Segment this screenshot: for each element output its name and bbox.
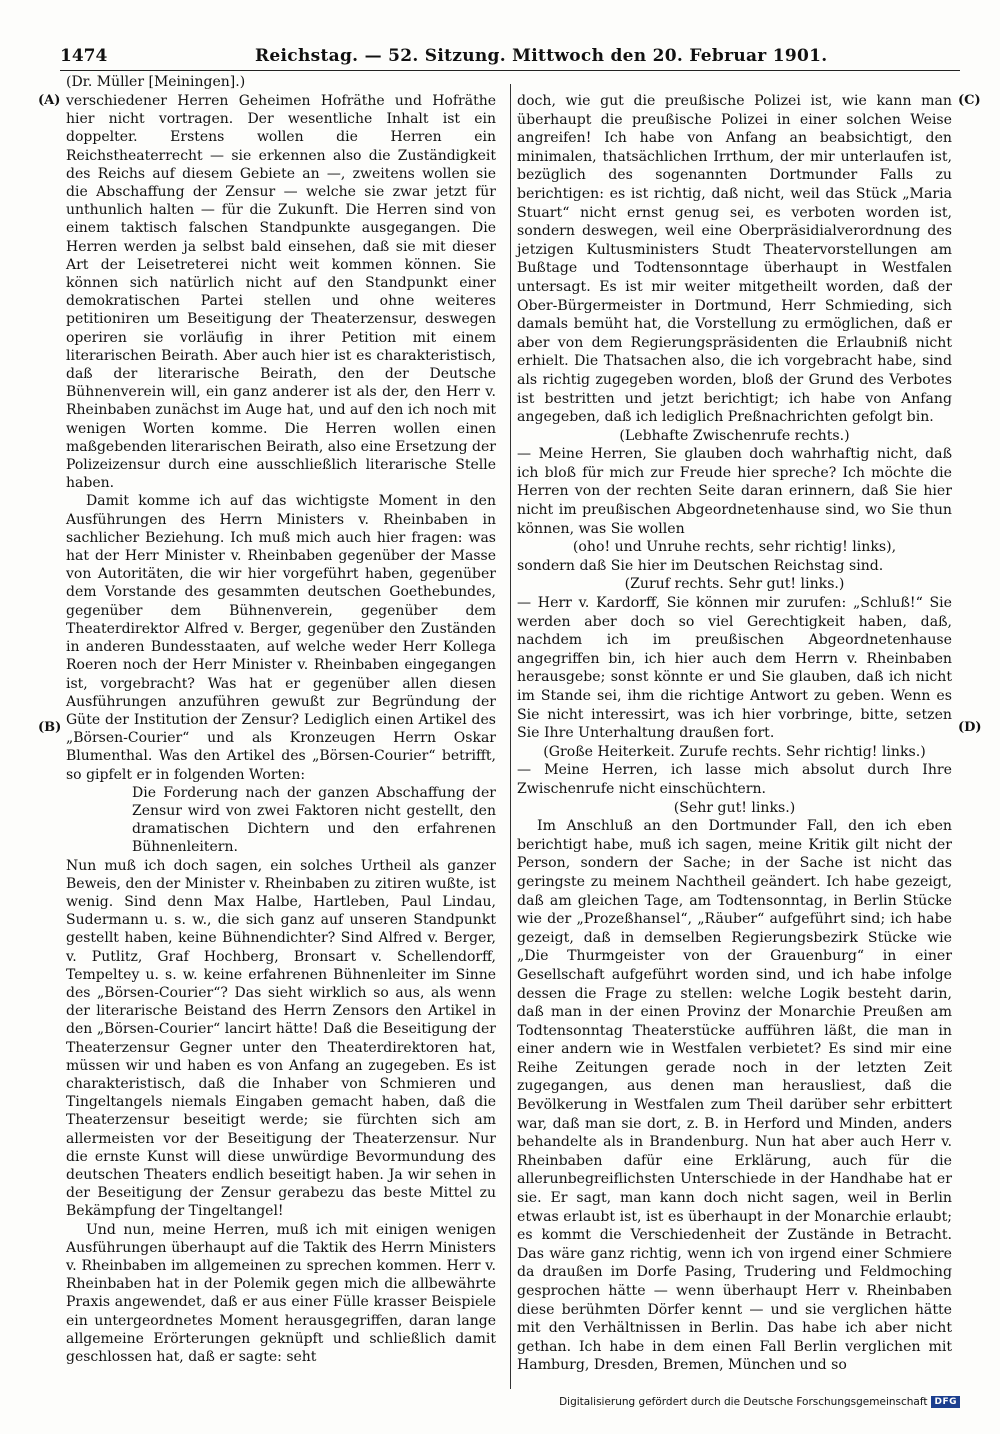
footer-credit: Digitalisierung gefördert durch die Deutsche Forschungsgemeinschaft bbox=[559, 1396, 928, 1408]
paragraph: (Lebhafte Zwischenrufe rechts.) bbox=[619, 427, 850, 444]
left-column bbox=[66, 92, 496, 1366]
margin-marker-b: (B) bbox=[38, 720, 62, 735]
column-divider bbox=[510, 84, 511, 1389]
paragraph: doch, wie gut die preußische Polizei ist, wie kann man überhaupt die preußische Polizei in einer solchen Weise angreifen! Ich habe von Anfang an beabsichtigt, den minimalen, thatsächlichen Irrthum, der mir unterlaufen ist, bezüglich des sogenannten Dortmunder Falls zu berichtigen: es ist richtig, daß nicht, weil das Stück „Maria Stuart“ nicht ernst genug sei, es verboten worden ist, sondern deswegen, weil eine Oberpräsidialverordnung des jetzigen Kultusministers Studt Theatervorstellungen am Bußtage und Todtensonntage überhaupt in Westfalen untersagt. Es ist mir weiter mitgetheilt worden, daß der Ober-Bürgermeister in Dortmund, Herr Schmieding, sich damals bemüht hat, die Vorstellung zu ermöglichen, daß er aber von dem Regierungspräsidenten die Erlaubniß nicht erhielt. Die Thatsachen also, die ich vorgebracht habe, sind als richtig zugegeben worden, bloß der Grund des Verbotes ist bestritten und jetzt berichtigt; ich habe von Anfang angegeben, daß ich lediglich Preßnachrichten gefolgt bin. bbox=[517, 93, 952, 426]
paragraph: (Sehr gut! links.) bbox=[673, 799, 796, 816]
paragraph: Und nun, meine Herren, muß ich mit einigen wenigen Ausführungen überhaupt auf die Taktik des Herrn Ministers v. Rheinbaben im allgemeinen zu sprechen kommen. Herr v. Rheinbaben hat in der Polemik gegen mich die allbewährte Praxis angewendet, daß er aus einer Fülle krasser Beispiele ein untergeordnetes Moment herausgegriffen, daran lange allgemeine Erörterungen geknüpft und schließlich damit geschlossen hat, daß er sagte: seht bbox=[66, 1221, 496, 1366]
paragraph: (Zuruf rechts. Sehr gut! links.) bbox=[624, 576, 845, 593]
paragraph: Nun muß ich doch sagen, ein solches Urtheil als ganzer Beweis, den der Minister v. Rheinbaben zu zitiren wußte, ist wenig. Sind denn Max Halbe, Hartleben, Paul Lindau, Sudermann u. s. w., die sich ganz auf unseren Standpunkt gestellt haben, keine Bühnendichter? Sind Alfred v. Berger, v. Putlitz, Graf Hochberg, Bronsart v. Schellendorff, Tempeltey u. s. w. keine erfahrenen Bühnenleiter im Sinne des „Börsen-Courier“? Das sieht wirklich so aus, als wenn der literarische Beistand des Herrn Zensors den Artikel in den „Börsen-Courier“ lancirt hätte! Daß die Beseitigung der Theaterzensur Gegner unter den Theaterdirektoren hat, müssen wir und haben es von Anfang an zugegeben. Es ist charakteristisch, daß die Inhaber von Schmieren und Tingeltangels niemals Eingaben gemacht haben, daß die Theaterzensur beseitigt werde; sie fürchten sich am allermeisten vor der Beseitigung der Theaterzensur. Nur die ernste Kunst will diese unwürdige Bevormundung des deutschen Theaters endlich beseitigt haben. Ja wir sehen in der Beseitigung der Zensur gerabezu das beste Mittel zu Bekämpfung der Tingeltangel! bbox=[66, 857, 496, 1220]
margin-marker-c: (C) bbox=[958, 93, 981, 108]
page-number: 1474 bbox=[60, 46, 108, 66]
right-column bbox=[517, 92, 952, 1375]
paragraph: — Meine Herren, ich lasse mich absolut durch Ihre Zwischenrufe nicht einschüchtern. bbox=[517, 762, 952, 797]
header-rule bbox=[60, 70, 960, 71]
margin-marker-a: (A) bbox=[38, 93, 61, 108]
paragraph: Die Forderung nach der ganzen Abschaffung der Zensur wird von zwei Faktoren nicht gestellt, den dramatischen Dichtern und den erfahrenen Bühnenleitern. bbox=[132, 784, 496, 856]
paragraph: Damit komme ich auf das wichtigste Moment in den Ausführungen des Herrn Ministers v. Rheinbaben in sachlicher Beziehung. Ich muß mich auch hier fragen: was hat der Herr Minister v. Rheinbaben gegenüber der Masse von Autoritäten, die wir hier vorgeführt haben, gegenüber dem Vorstande des gesammten deutschen Goethebundes, gegenüber dem Bühnenverein, gegenüber dem Theaterdirektor Alfred v. Berger, gegenüber den Zuständen in anderen Bundesstaaten, auf welche weder Herr Kollega Roeren noch der Herr Minister v. Rheinbaben eingegangen ist, vorgebracht? Was hat er gegenüber allen diesen Ausführungen anzuführen gewußt zur Begründung der Güte der Institution der Zensur? Lediglich einen Artikel des „Börsen-Courier“ und als Kronzeugen Herrn Oskar Blumenthal. Was den Artikel des „Börsen-Courier“ betrifft, so gipfelt er in folgenden Worten: bbox=[66, 493, 496, 783]
speaker-label: (Dr. Müller [Meiningen].) bbox=[66, 74, 246, 90]
paragraph: — Herr v. Kardorff, Sie können mir zurufen: „Schluß!“ Sie werden aber doch so viel Gerechtigkeit haben, daß, nachdem ich im preußischen Abgeordnetenhause angegriffen bin, ich hier auch dem Herrn v. Rheinbaben herausgebe; sonst könnte er und Sie glauben, daß ich nicht im Stande sei, ihm die richtige Antwort zu geben. Wenn es Sie nicht interessirt, was ich hier vorbringe, bitte, setzen Sie Ihre Unterhaltung draußen fort. bbox=[517, 595, 952, 742]
margin-marker-d: (D) bbox=[958, 720, 982, 735]
page-title: Reichstag. — 52. Sitzung. Mittwoch den 20. Februar 1901. bbox=[255, 46, 828, 66]
paragraph: (Große Heiterkeit. Zurufe rechts. Sehr richtig! links.) bbox=[543, 743, 926, 760]
page-header bbox=[60, 44, 960, 70]
paragraph: sondern daß Sie hier im Deutschen Reichstag sind. bbox=[517, 557, 884, 574]
paragraph: (oho! und Unruhe rechts, sehr richtig! links), bbox=[572, 539, 897, 556]
dfg-logo-icon: DFG bbox=[931, 1396, 960, 1408]
paragraph: verschiedener Herren Geheimen Hofräthe und Hofräthe hier nicht vortragen. Der wesentliche Inhalt ist ein doppelter. Erstens wollen die Herren ein Reichstheaterrecht — sie erkennen also die Zuständigkeit des Reichs auf diesem Gebiete an —, zweitens wollen sie die Abschaffung der Zensur — welche sie zwar jetzt für unthunlich halten — für die Zukunft. Die Herren sind von einem taktisch falschen Standpunkte ausgegangen. Die Herren werden ja selbst bald einsehen, daß sie mit dieser Art der Leisetreterei nicht weit kommen können. Sie können sich natürlich nicht auf den Standpunkt einer demokratischen Partei stellen und ohne weiteres petitioniren um Beseitigung der Theaterzensur, deswegen operiren sie vorläufig in ihrer Petition mit einem literarischen Beirath. Aber auch hier ist es charakteristisch, daß der literarische Beirath, den der Deutsche Bühnenverein will, ein ganz anderer ist als der, den Herr v. Rheinbaben zunächst im Auge hat, und auf den ich noch mit wenigen Worten komme. Die Herren wollen einen maßgebenden literarischen Beirath, also eine Ersetzung der Polizeizensur durch eine ausschließlich literarische Stelle haben. bbox=[66, 93, 496, 492]
paragraph: — Meine Herren, Sie glauben doch wahrhaftig nicht, daß ich bloß für mich zur Freude hier spreche? Ich möchte die Herren von der rechten Seite daran erinnern, daß Sie hier nicht im preußischen Abgeordnetenhause sind, wo Sie thun können, was Sie wollen bbox=[517, 446, 952, 537]
footer bbox=[559, 1396, 960, 1408]
paragraph: Im Anschluß an den Dortmunder Fall, den ich eben berichtigt habe, muß ich sagen, meine Kritik gilt nicht der Person, sondern der Sache; in der Sache ist nicht das geringste zu meinem Nachtheil geändert. Ich habe gezeigt, daß am gleichen Tage, am Todtensonntag, in Berlin Stücke wie der „Prozeßhansel“, „Räuber“ aufgeführt sind; ich habe gezeigt, daß in demselben Regierungsbezirk Stücke wie „Die Thurmgeister von der Grauenburg“ in einer Gesellschaft aufgeführt worden sind, und ich habe infolge dessen die Frage zu stellen: welche Logik besteht darin, daß man in der einen Provinz der Monarchie Preußen am Todtensonntag Theaterstücke aufführen läßt, die man in einer andern wie in Westfalen verbietet? Es sind mir eine Reihe Zeitungen gerade noch in der letzten Zeit zugegangen, aus denen man herausliest, daß die Bevölkerung in Westfalen zum Theil darüber sehr erbittert war, daß man sie dort, z. B. in Herford und Minden, anders behandelte als in Brandenburg. Nun hat aber auch Herr v. Rheinbaben dafür eine Erklärung, auch für die allerunbegreiflichsten Unterschiede in der Handhabe hat er sie. Er sagt, man kann doch nicht sagen, weil in Berlin etwas erlaubt ist, ist es überhaupt in der Monarchie erlaubt; es kommt die Verschiedenheit der Zustände in Betracht. Das wäre ganz richtig, wenn ich von irgend einer Schmiere da draußen im Dorfe Pasing, Trudering und Feldmoching gesprochen hätte — wenn überhaupt Herr v. Rheinbaben diese berühmten Dörfer kennt — und sie verglichen hätte mit den Verhältnissen in Berlin. Das habe ich aber nicht gethan. Ich habe in dem einen Fall Berlin verglichen mit Hamburg, Dresden, Bremen, München und so bbox=[517, 818, 952, 1374]
